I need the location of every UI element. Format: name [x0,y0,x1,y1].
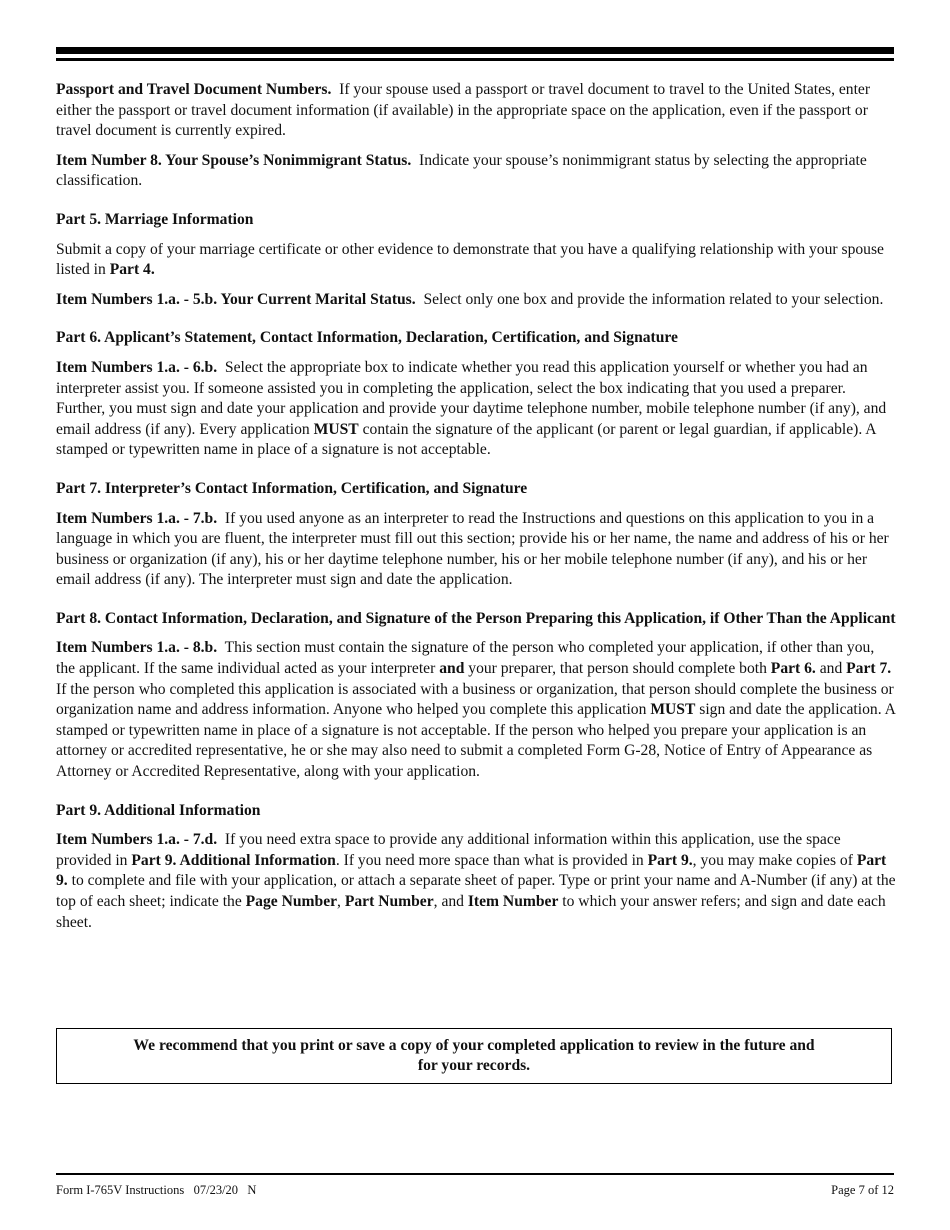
top-rule-thin [56,58,894,61]
part8-body-a: This section must contain the signature of the person who completed your application, if other than you, the applicant. If the same individual acted as your interpreter [56,639,875,678]
part9-ref-a: Part 9. [647,851,693,869]
part9-page-number: Page Number [245,893,338,910]
part9-part-number: Part Number [344,893,434,910]
part8-and-plain: and [819,660,843,678]
part6-body-b: contain the signature of the applicant (or parent or legal guardian, if applicable). A stamped or typewritten name in place of a signature is not acceptable. [56,420,876,459]
part5-p1-text: Submit a copy of your marriage certificate or other evidence to demonstrate that you have a qualifying relationship with your spouse listed in [56,240,884,279]
passport-title: Passport and Travel Document Numbers. [56,81,332,98]
part7-body: If you used anyone as an interpreter to read the Instructions and questions on this application to you in a language in which you are fluent, the interpreter must fill out this section; provide his or her name, the name and address of his or her business or organization (if any), his or her daytime telephone number, his or her mobile telephone number (if any), and his or her email address (if any). The interpreter must sign and date the application. [56,509,889,589]
part9-body-a: If you need extra space to provide any additional information within this application, use the space provided in [56,831,841,869]
part8-ref-part6: Part 6. [770,660,816,678]
part9-body-c: , you may make copies of [692,851,853,869]
part9-comma1: , [337,893,341,910]
item8-title: Item Number 8. Your Spouse’s Nonimmigrant Status. [56,151,412,169]
item8-paragraph [56,151,896,192]
recommendation-notice [56,1028,892,1084]
passport-body: If your spouse used a passport or travel document to travel to the United States, enter either the passport or travel document information (if available) in the appropriate space on the application, even if the passport or travel document is currently expired. [56,81,871,140]
part9-items-title: Item Numbers 1.a. - 7.d. [56,831,218,849]
part9-body-b: . If you need more space than what is provided in [335,851,644,869]
part5-items-body: Select only one box and provide the information related to your selection. [423,290,884,308]
part8-must: MUST [650,701,696,719]
part5-p1-ref: Part 4. [109,261,155,279]
part9-ref-b: Part 9. [56,851,887,890]
part8-body-b: your preparer, that person should complete both [468,660,767,678]
part8-paragraph [56,638,896,782]
part9-ref-full: Part 9. Additional Information [131,851,336,869]
part9-item-number: Item Number [467,893,559,910]
passport-paragraph [56,80,896,142]
part9-body-d: to complete and file with your application, or attach a separate sheet of paper. Type or print your name and A-Number (if any) at the top of each sheet; indicate the [56,872,896,910]
top-rule-thick [56,47,894,54]
part6-paragraph [56,358,896,461]
part9-paragraph [56,830,896,933]
part6-must: MUST [313,420,359,438]
part8-and-bold: and [439,660,465,678]
part6-items-title: Item Numbers 1.a. - 6.b. [56,358,218,376]
part9-heading: Part 9. Additional Information [56,801,261,819]
recommendation-text: We recommend that you print or save a copy of your completed application to review in the future and for your records. [133,1037,815,1074]
part8-body-d: sign and date the application. A stamped or typewritten name in place of a signature is not acceptable. If the person who helped you prepare your application is an attorney or accredited representative, he or she may also need to submit a completed Form G-28, Notice of Entry of Appearance as Attorney or Accredited Representative, along with your application. [56,701,896,781]
part5-items-title: Item Numbers 1.a. - 5.b. Your Current Marital Status. [56,290,416,308]
part9-body-e: to which your answer refers; and sign and date each sheet. [56,893,886,931]
part7-items-title: Item Numbers 1.a. - 7.b. [56,509,218,527]
part9-comma-and: , and [433,893,464,910]
part5-items-paragraph [56,290,896,311]
part6-body-a: Select the appropriate box to indicate whether you read this application yourself or whether you had an interpreter assist you. If someone assisted you in completing the application, select the box indicating that you used a preparer. Further, you must sign and date your application and provide your daytime telephone number, mobile telephone number (if any), and email address (if any). Every application [56,358,887,438]
part8-heading: Part 8. Contact Information, Declaration, and Signature of the Person Preparing this Application, if Other Than the Applicant [56,609,896,627]
part7-paragraph [56,509,896,591]
part5-paragraph [56,240,896,281]
part5-heading: Part 5. Marriage Information [56,210,254,228]
footer-rule [56,1173,894,1175]
footer-page-number: Page 7 of 12 [831,1183,894,1197]
part7-heading: Part 7. Interpreter’s Contact Information, Certification, and Signature [56,479,528,497]
part8-items-title: Item Numbers 1.a. - 8.b. [56,639,218,657]
part8-body-c: If the person who completed this application is associated with a business or organization, that person should complete the business or organization name and address information. Anyone who helped you complete this application [56,680,894,719]
part8-ref-part7: Part 7. [846,660,892,678]
part6-heading: Part 6. Applicant’s Statement, Contact Information, Declaration, Certification, and Signature [56,329,678,347]
footer-form-info: Form I-765V Instructions 07/23/20 N [56,1183,257,1197]
document-body [56,80,896,942]
item8-body: Indicate your spouse’s nonimmigrant status by selecting the appropriate classification. [56,151,867,190]
